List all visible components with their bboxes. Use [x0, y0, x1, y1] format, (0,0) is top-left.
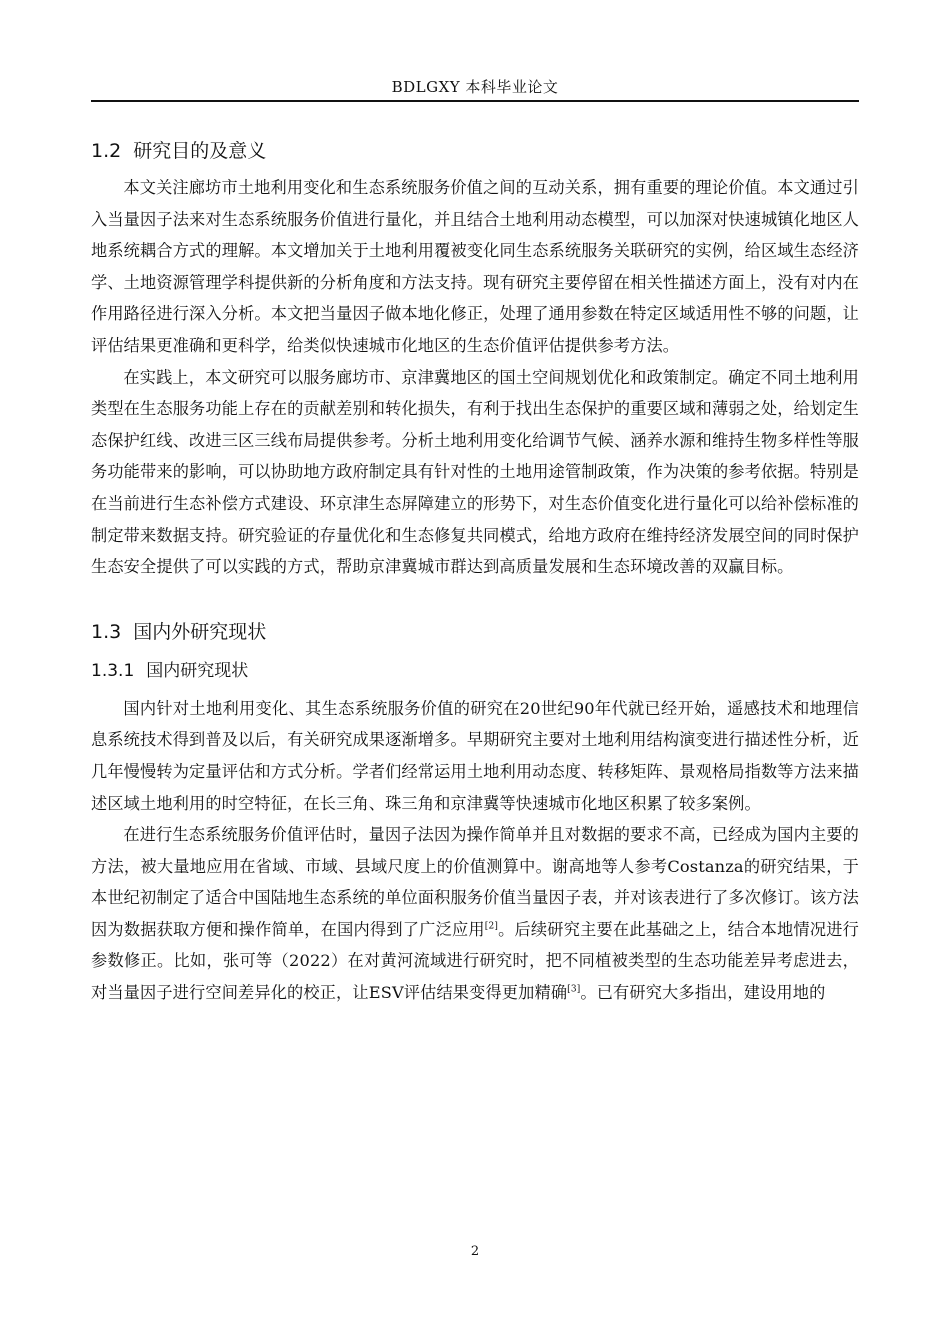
- paragraph-domestic-overview: 国内针对土地利用变化、其生态系统服务价值的研究在20世纪90年代就已经开始，遥感技术和地理信息系统技术得到普及以后，有关研究成果逐渐增多。早期研究主要对土地利用结构演变进行描述性分析，近几年慢慢转为定量评估和方式分析。学者们经常运用土地利用动态度、转移矩阵、景观格局指数等方法来描述区域土地利用的时空特征，在长三角、珠三角和京津冀等快速城市化地区积累了较多案例。: [91, 698, 859, 813]
- heading-number: 1.3.1: [91, 660, 135, 681]
- paragraph-domestic-methods: [91, 819, 859, 1009]
- heading-1-2: [91, 136, 859, 166]
- heading-text: 国内外研究现状: [133, 620, 267, 643]
- heading-number: 1.2: [91, 140, 122, 162]
- page-number: 2: [470, 1244, 480, 1259]
- heading-number: 1.3: [91, 620, 122, 643]
- paragraph-text: 。已有研究大多指出，建设用地的: [580, 983, 826, 1003]
- heading-1-3: [91, 617, 859, 647]
- heading-1-3-1: [91, 657, 859, 685]
- paragraph-text: 。后续研究主要在此基础之上，结合本地情况进行参数修正。比如，张可等（2022）在对黄河流域进行研究时，把不同植被类型的生态功能差异考虑进去，对当量因子进行空间差异化的校正，让ESV评估结果变得更加精确: [91, 919, 859, 1003]
- header-rule: [91, 100, 859, 102]
- paragraph-purpose-theory: 本文关注廊坊市土地利用变化和生态系统服务价值之间的互动关系，拥有重要的理论价值。本文通过引入当量因子法来对生态系统服务价值进行量化，并且结合土地利用动态模型，可以加深对快速城镇化地区人地系统耦合方式的理解。本文增加关于土地利用覆被变化同生态系统服务关联研究的实例，给区域生态经济学、土地资源管理学科提供新的分析角度和方法支持。现有研究主要停留在相关性描述方面上，没有对内在作用路径进行深入分析。本文把当量因子做本地化修正，处理了通用参数在特定区域适用性不够的问题，让评估结果更准确和更科学，给类似快速城市化地区的生态价值评估提供参考方法。: [91, 178, 859, 355]
- paragraph-text: 在进行生态系统服务价值评估时，量因子法因为操作简单并且对数据的要求不高，已经成为国内主要的方法，被大量地应用在省域、市域、县域尺度上的价值测算中。谢高地等人参考Costanza的研究结果，于本世纪初制定了适合中国陆地生态系统的单位面积服务价值当量因子表，并对该表进行了多次修订。该方法因为数据获取方便和操作简单，在国内得到了广泛应用: [91, 825, 859, 939]
- paragraph-purpose-practice: 在实践上，本文研究可以服务廊坊市、京津冀地区的国土空间规划优化和政策制定。确定不同土地利用类型在生态服务功能上存在的贡献差别和转化损失，有利于找出生态保护的重要区域和薄弱之处，给划定生态保护红线、改进三区三线布局提供参考。分析土地利用变化给调节气候、涵养水源和维持生物多样性等服务功能带来的影响，可以协助地方政府制定具有针对性的土地用途管制政策，作为决策的参考依据。特别是在当前进行生态补偿方式建设、环京津生态屏障建立的形势下，对生态价值变化进行量化可以给补偿标准的制定带来数据支持。研究验证的存量优化和生态修复共同模式，给地方政府在维持经济发展空间的同时保护生态安全提供了可以实践的方式，帮助京津冀城市群达到高质量发展和生态环境改善的双赢目标。: [91, 367, 859, 577]
- page-body: [91, 136, 859, 1009]
- heading-text: 研究目的及意义: [133, 140, 267, 162]
- citation-ref[interactable]: [3]: [567, 984, 581, 995]
- running-header: BDLGXY 本科毕业论文: [391, 78, 559, 96]
- citation-ref[interactable]: [2]: [484, 921, 498, 932]
- heading-text: 国内研究现状: [146, 660, 249, 681]
